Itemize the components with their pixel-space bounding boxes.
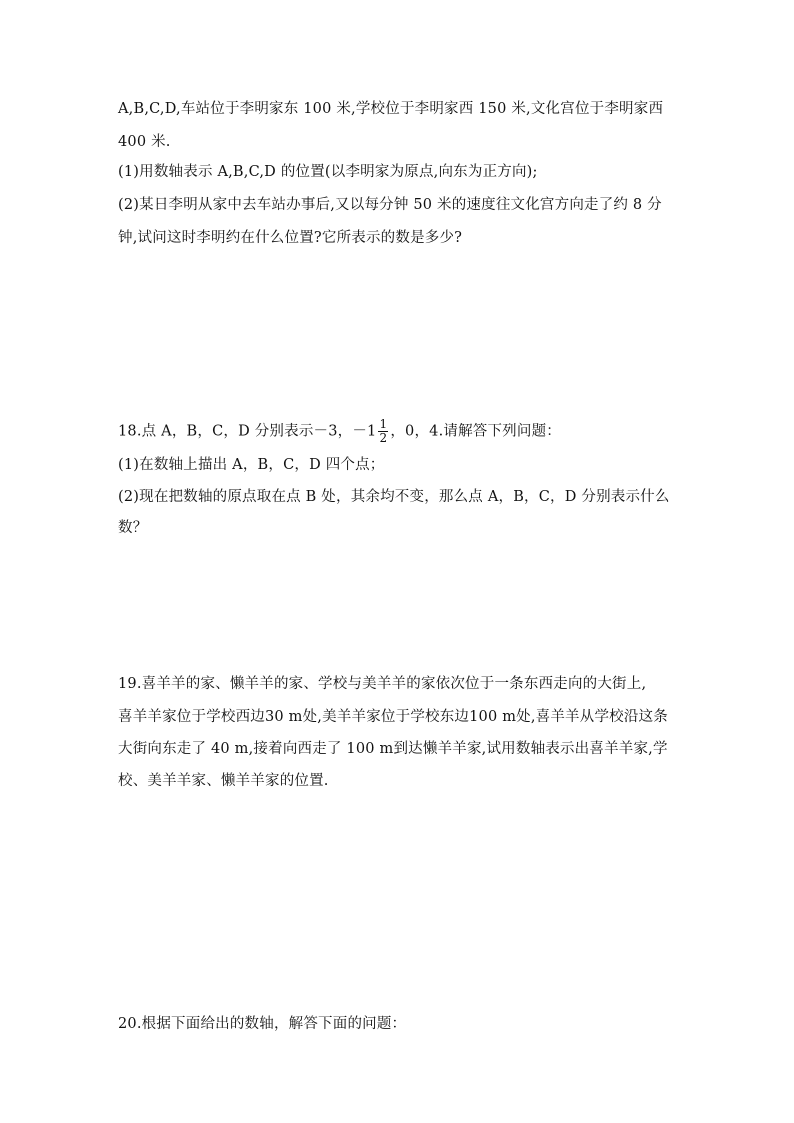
problem17-part1: (1)用数轴表示 A,B,C,D 的位置(以李明家为原点,向东为正方向);: [118, 164, 538, 180]
fraction-one-half: [378, 418, 388, 445]
problem17-part2-line-2: 钟,试问这时李明约在什么位置?它所表示的数是多少?: [118, 230, 463, 246]
problem17-part2-line-1: (2)某日李明从家中去车站办事后,又以每分钟 50 米的速度往文化宫方向走了约 8 分: [118, 197, 662, 213]
problem17-line-1: A,B,C,D,车站位于李明家东 100 米,学校位于李明家西 150 米,文化宫位于李明家西: [118, 101, 664, 117]
fraction-numerator: 1: [379, 417, 388, 431]
problem19-line-2: 喜羊羊家位于学校西边30 m处,美羊羊家位于学校东边100 m处,喜羊羊从学校沿这条: [118, 709, 668, 725]
problem18-stem-suffix: ，0，4.请解答下列问题：: [390, 423, 561, 440]
problem19-line-3: 大街向东走了 40 m,接着向西走了 100 m到达懒羊羊家,试用数轴表示出喜羊羊家,学: [118, 741, 668, 757]
problem20-stem: 20.根据下面给出的数轴，解答下面的问题：: [118, 1016, 407, 1032]
problem18-stem: [118, 418, 561, 445]
problem19-line-4: 校、美羊羊家、懒羊羊家的位置.: [118, 773, 329, 789]
problem18-part2-line-2: 数？: [118, 520, 148, 536]
problem17-line-2: 400 米.: [118, 134, 171, 150]
problem18-part1: (1)在数轴上描出 A，B，C，D 四个点；: [118, 457, 385, 473]
fraction-denominator: 2: [379, 431, 388, 445]
problem19-line-1: 19.喜羊羊的家、懒羊羊的家、学校与美羊羊的家依次位于一条东西走向的大街上,: [118, 676, 647, 692]
problem18-part2-line-1: (2)现在把数轴的原点取在点 B 处，其余均不变，那么点 A，B，C，D 分别表示什么: [118, 489, 670, 505]
problem18-stem-prefix: 18.点 A，B，C，D 分别表示－3，－1: [118, 423, 377, 440]
